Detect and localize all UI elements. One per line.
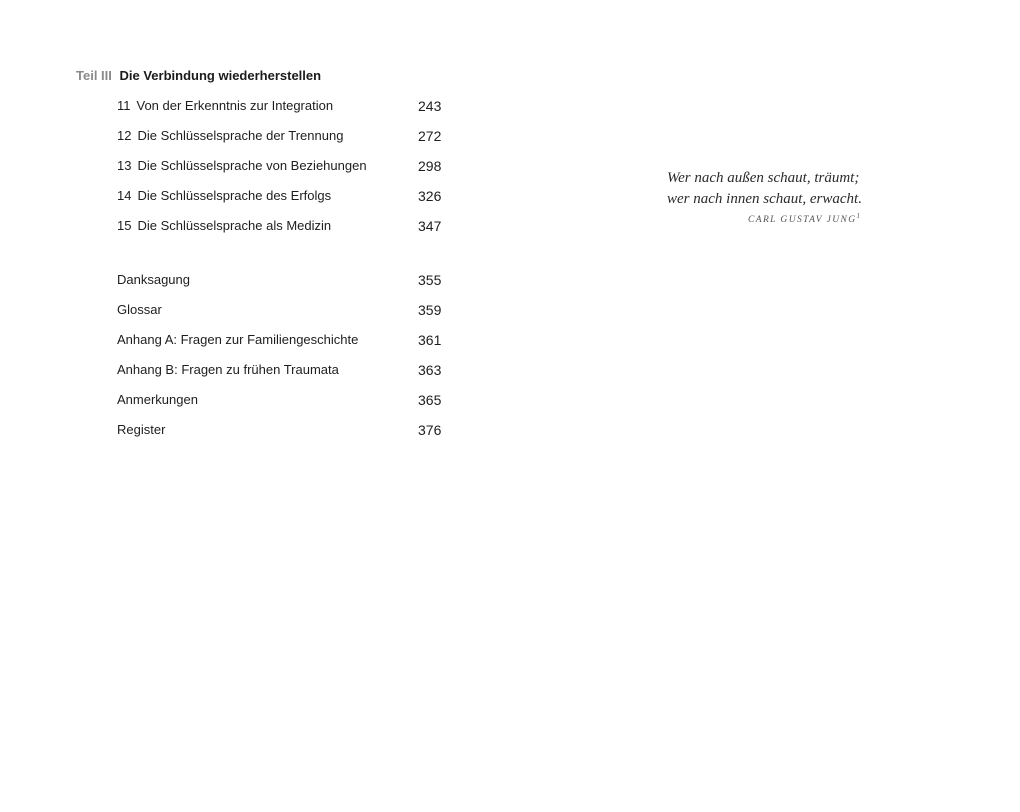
chapter-title: Die Schlüsselsprache der Trennung [137, 128, 344, 143]
chapter-title: Die Schlüsselsprache des Erfolgs [137, 188, 332, 203]
chapter-number: 15 [117, 218, 132, 233]
chapter-number: 13 [117, 158, 132, 173]
page-number: 272 [418, 128, 442, 144]
part-title: Die Verbindung wiederherstellen [119, 68, 322, 83]
entry-title: Anmerkungen [117, 392, 198, 407]
toc-back-matter-entry [117, 300, 443, 320]
epigraph-page [510, 0, 1020, 812]
entry-title: Anhang A: Fragen zur Familiengeschichte [117, 332, 359, 347]
toc-back-matter-entry [117, 420, 443, 440]
toc-back-matter-entry [117, 270, 443, 290]
page-number: 376 [418, 422, 442, 438]
chapter-title: Von der Erkenntnis zur Integration [136, 98, 334, 113]
page-number: 365 [418, 392, 442, 408]
quote-line: Wer nach außen schaut, träumt; [667, 170, 860, 186]
page-number: 359 [418, 302, 442, 318]
chapter-title: Die Schlüsselsprache von Beziehungen [137, 158, 367, 173]
part-label: Teil III [76, 68, 112, 83]
page-number: 363 [418, 362, 442, 378]
part-header [76, 68, 321, 83]
chapter-title: Die Schlüsselsprache als Medizin [137, 218, 332, 233]
entry-title: Anhang B: Fragen zu frühen Traumata [117, 362, 339, 377]
entry-title: Glossar [117, 302, 162, 317]
page-number: 355 [418, 272, 442, 288]
chapter-number: 12 [117, 128, 132, 143]
author-name: CARL GUSTAV JUNG [748, 215, 857, 226]
page-number: 243 [418, 98, 442, 114]
entry-title: Danksagung [117, 272, 190, 287]
quote-line: wer nach innen schaut, erwacht. [667, 191, 862, 207]
page-number: 298 [418, 158, 442, 174]
toc-chapter-entry [117, 96, 443, 116]
footnote-marker: 1 [856, 212, 860, 220]
epigraph-quote [667, 168, 867, 225]
toc-chapter-entry [117, 156, 443, 176]
toc-back-matter-entry [117, 360, 443, 380]
toc-chapter-entry [117, 126, 443, 146]
page-number: 361 [418, 332, 442, 348]
page-number: 347 [418, 218, 442, 234]
chapter-number: 11 [117, 98, 131, 113]
page-number: 326 [418, 188, 442, 204]
toc-chapter-entry [117, 216, 443, 236]
toc-chapter-entry [117, 186, 443, 206]
chapter-number: 14 [117, 188, 132, 203]
quote-author [667, 212, 860, 225]
toc-back-matter-entry [117, 330, 443, 350]
entry-title: Register [117, 422, 166, 437]
toc-back-matter-entry [117, 390, 443, 410]
